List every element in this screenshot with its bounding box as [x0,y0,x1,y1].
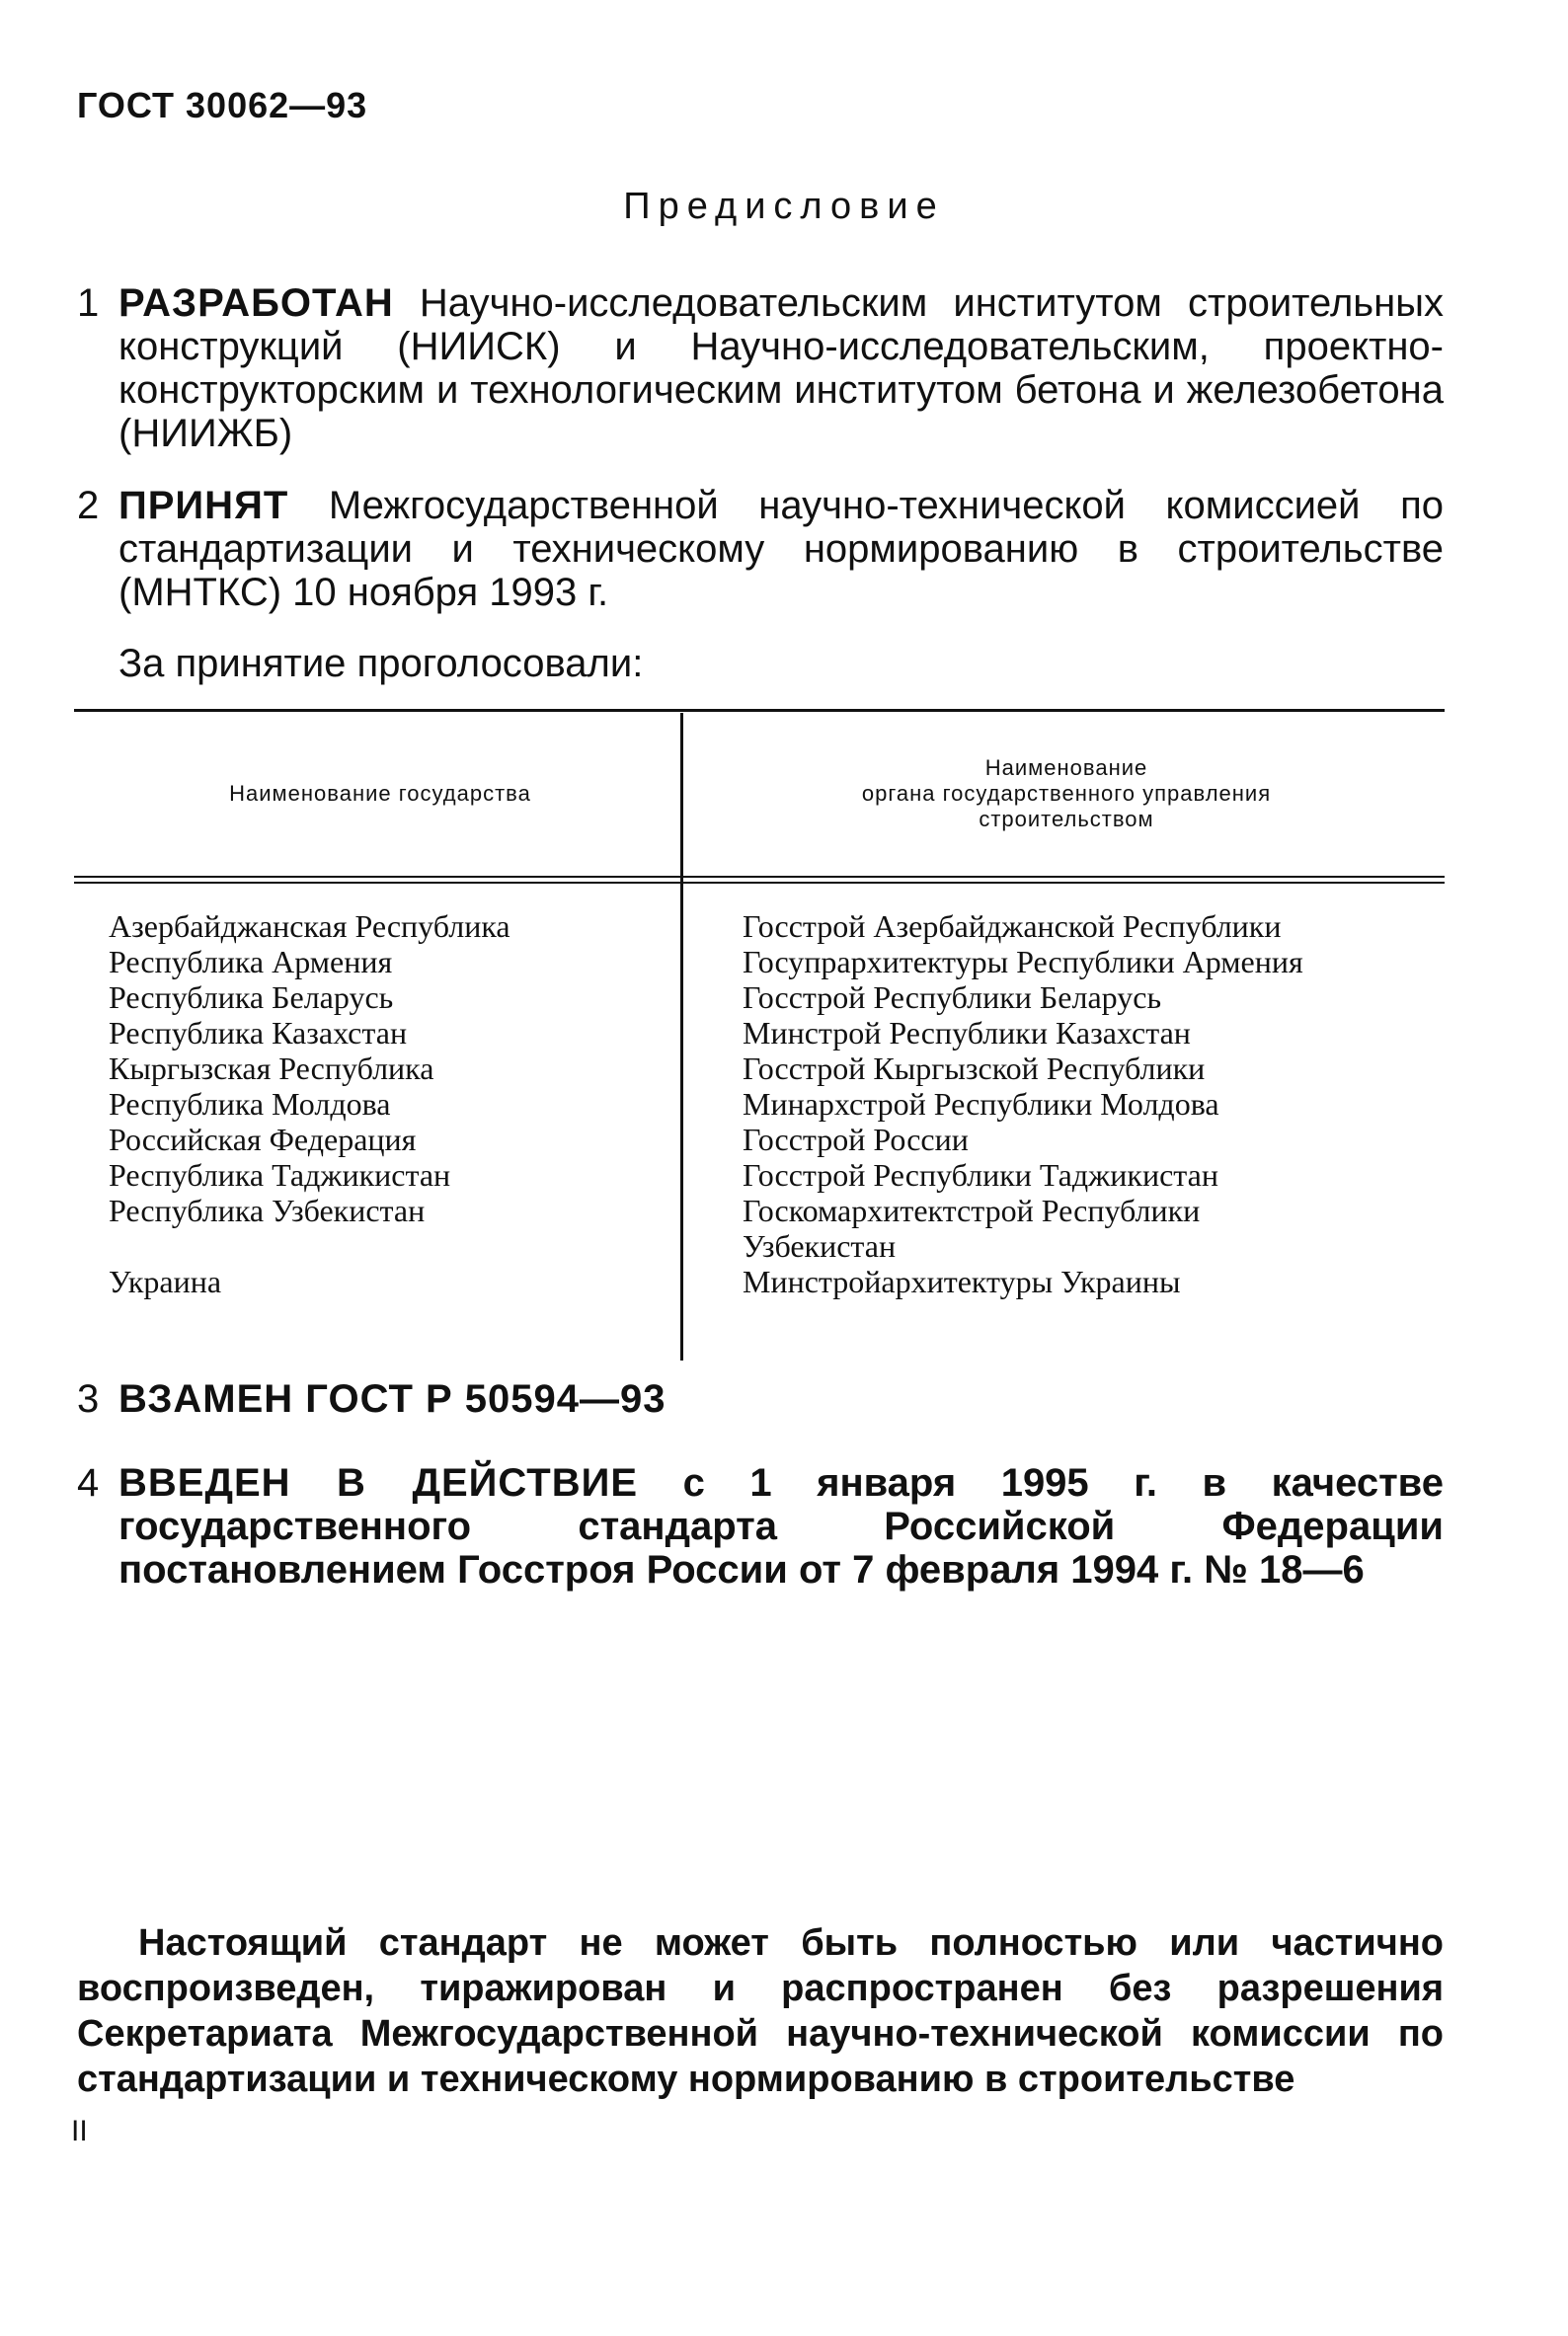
table-cell-state [109,1228,671,1264]
page-number: II [71,2115,88,2147]
item-number: 2 [77,484,100,527]
item-lead: РАЗРАБОТАН [118,281,394,325]
table-header-rule [74,876,1445,878]
item-lead: ВВЕДЕН В ДЕЙСТВИЕ [118,1461,639,1505]
item-text: с 1 января 1995 г. в качестве государственного стандарта Российской Федерации постановлением Госстроя России от 7 февраля 1994 г. № 18—6 [118,1461,1444,1592]
table-cell-body: Госстрой Республики Беларусь [743,979,1162,1015]
table-cell-state: Украина [109,1264,222,1299]
item-number: 3 [77,1377,100,1421]
column-header-body-line: органа государственного управления [861,781,1272,806]
column-header-body-line: строительством [979,807,1154,831]
table-cell-body: Госстрой Кыргызской Республики [743,1051,1206,1086]
voting-heading: За принятие проголосовали: [118,642,644,685]
table-cell-state: Кыргызская Республика [109,1051,434,1086]
item-number: 1 [77,281,100,325]
item-text: Межгосударственной научно-технической комиссией по стандартизации и техническому нормированию в строительстве (МНТКС) 10 ноября 1993 г. [118,484,1444,614]
table-cell-state: Российская Федерация [109,1122,417,1157]
item-number: 4 [77,1461,100,1505]
document-code: ГОСТ 30062—93 [77,85,368,125]
table-cell-body: Госкомархитектстрой Республики [743,1193,1201,1228]
table-cell-body: Минстрой Республики Казахстан [743,1015,1191,1051]
table-header-rule [74,882,1445,884]
item-lead: ПРИНЯТ [118,484,289,527]
table-cell-state: Республика Узбекистан [109,1193,426,1228]
copyright-notice: Настоящий стандарт не может быть полностью или частично воспроизведен, тиражирован и распространен без разрешения Секретариата Межгосударственной научно-технической комиссии по стандартизации и техническому нормированию в строительстве [77,1922,1444,2100]
column-header-state: Наименование государства [229,781,531,806]
table-top-rule [74,709,1445,712]
item-text: Научно-исследовательским институтом строительных конструкций (НИИСК) и Научно-исследовательским, проектно-конструкторским и технологическим институтом бетона и железобетона (НИИЖБ) [118,281,1444,455]
table-cell-body: Госстрой Республики Таджикистан [743,1157,1218,1193]
page-title: Предисловие [623,186,945,227]
bodies-list [743,908,1453,1299]
states-list [109,908,671,1299]
table-cell-body: Госстрой Азербайджанской Республики [743,908,1282,944]
table-cell-body: Минархстрой Республики Молдова [743,1086,1219,1122]
table-cell-state: Республика Армения [109,944,393,979]
item-replaces [77,1377,1444,1421]
column-header-body [691,755,1442,832]
table-cell-state: Республика Молдова [109,1086,391,1122]
table-cell-state: Республика Беларусь [109,979,394,1015]
table-cell-state: Республика Казахстан [109,1015,408,1051]
table-cell-state: Азербайджанская Республика [109,908,510,944]
table-cell-body: Госстрой России [743,1122,969,1157]
table-cell-body: Минстройархитектуры Украины [743,1264,1181,1299]
item-adopted [77,484,1444,614]
item-developed [77,281,1444,455]
item-effective [77,1461,1444,1592]
item-lead: ВЗАМЕН ГОСТ Р 50594—93 [118,1377,666,1421]
table-cell-body: Госупрархитектуры Республики Армения [743,944,1303,979]
table-cell-body: Узбекистан [743,1228,897,1264]
table-column-divider [680,713,683,1361]
column-header-body-line: Наименование [984,755,1148,780]
table-cell-state: Республика Таджикистан [109,1157,451,1193]
